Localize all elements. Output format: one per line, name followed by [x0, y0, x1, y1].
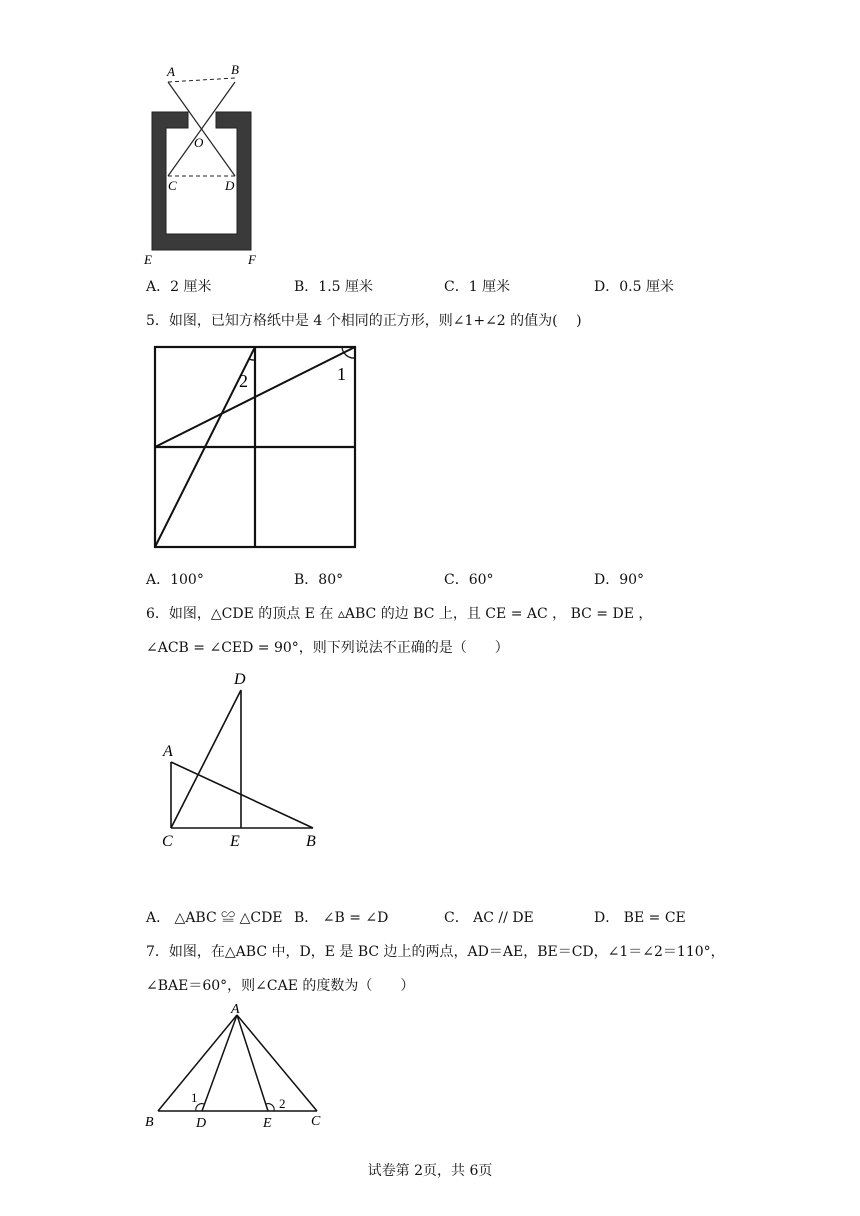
q4-option-b: B．1.5 厘米	[294, 279, 374, 295]
angle-label-1: 1	[191, 1090, 198, 1105]
angle-label-2: 2	[239, 371, 248, 391]
label-d: D	[225, 178, 235, 193]
label-d: D	[234, 671, 246, 688]
q5-stem: 5．如图，已知方格纸中是 4 个相同的正方形，则∠1+∠2 的值为( )	[146, 313, 582, 329]
angle-label-1: 1	[337, 364, 346, 384]
segment-ac	[237, 1015, 317, 1111]
q6-stem-line2: ∠ACB = ∠CED = 90°，则下列说法不正确的是（ ）	[146, 640, 509, 656]
q6-option-d: D． BE = CE	[594, 910, 686, 926]
label-b: B	[145, 1115, 154, 1130]
label-a: A	[163, 743, 173, 760]
q5-option-c: C．60°	[444, 572, 494, 588]
q7-stem-line1: 7．如图，在△ABC 中，D，E 是 BC 边上的两点，AD＝AE，BE＝CD，∠1＝∠2＝110°，	[146, 944, 725, 960]
label-c: C	[311, 1114, 321, 1129]
label-a: A	[231, 1002, 240, 1017]
q5-option-d: D．90°	[594, 572, 645, 588]
q6-option-c: C． AC // DE	[444, 910, 534, 926]
label-f: F	[248, 252, 256, 267]
q6-option-a: A． △ABC ≌ △CDE	[146, 910, 283, 926]
label-c: C	[168, 178, 177, 193]
angle-label-2: 2	[279, 1096, 286, 1111]
label-d: D	[196, 1116, 207, 1131]
q5-option-a: A．100°	[146, 572, 204, 588]
q4-option-a: A．2 厘米	[146, 279, 212, 295]
q6-option-b: B． ∠B = ∠D	[294, 910, 389, 926]
segment-ad	[202, 1015, 237, 1111]
q5-option-b: B．80°	[294, 572, 344, 588]
segment-ae	[237, 1015, 268, 1111]
figure-q6-triangles	[158, 668, 333, 854]
label-e: E	[263, 1116, 272, 1131]
figure-q4-caliper	[140, 58, 270, 268]
label-c: C	[162, 833, 173, 850]
figure-q5-grid	[150, 342, 362, 552]
q4-option-c: C．1 厘米	[444, 279, 511, 295]
label-e: E	[230, 833, 240, 850]
label-b: B	[306, 833, 316, 850]
dashed-ab	[168, 78, 235, 82]
segment-ab	[171, 762, 313, 828]
label-b: B	[231, 62, 239, 77]
segment-ab	[158, 1015, 237, 1111]
q6-stem-line1: 6．如图，△CDE 的顶点 E 在 ▵ABC 的边 BC 上，且 CE = AC ， BC = DE ，	[146, 606, 653, 622]
label-o: O	[194, 135, 204, 150]
segment-cd	[171, 690, 241, 828]
q7-stem-line2: ∠BAE＝60°，则∠CAE 的度数为（ ）	[146, 978, 415, 994]
frame-shape	[152, 112, 251, 250]
q4-option-d: D．0.5 厘米	[594, 279, 674, 295]
figure-q7-triangle	[140, 1000, 340, 1135]
page-footer: 试卷第 2页，共 6页	[367, 1163, 493, 1179]
label-a: A	[167, 64, 175, 79]
label-e: E	[144, 252, 152, 267]
